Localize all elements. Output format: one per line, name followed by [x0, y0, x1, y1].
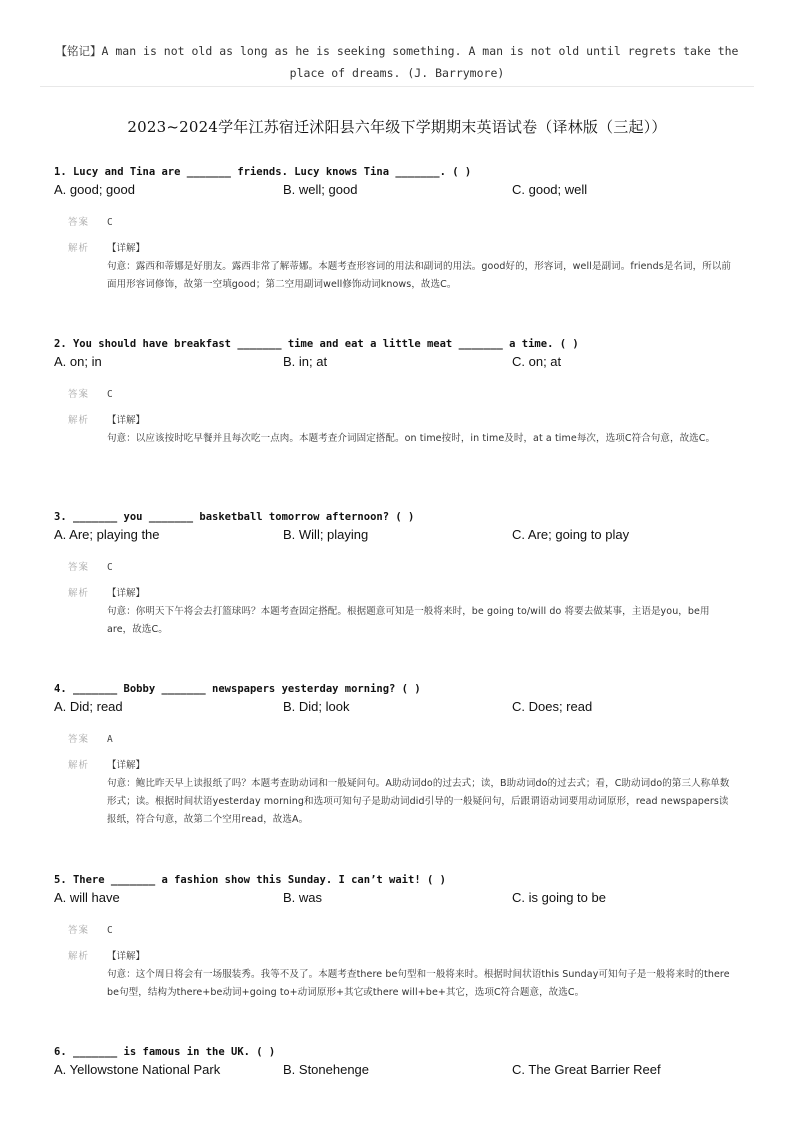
analysis-label: 解析 — [68, 415, 90, 426]
question-stem: 6. _______ is famous in the UK. ( ) — [54, 1046, 276, 1058]
header-divider — [40, 86, 754, 87]
page-title: 2023~2024学年江苏宿迁沭阳县六年级下学期期末英语试卷（译林版（三起）） — [127, 118, 667, 136]
option-a: A. on; in — [54, 354, 102, 369]
analysis-label: 解析 — [68, 588, 90, 599]
answer-row — [54, 733, 744, 747]
answer-value: C — [107, 217, 113, 228]
question-stem: 2. You should have breakfast _______ time and eat a little meat _______ a time. ( ) — [54, 338, 579, 350]
question-3 — [54, 507, 744, 639]
option-a: A. Did; read — [54, 699, 123, 714]
option-b: B. well; good — [283, 182, 358, 197]
answer-label: 答案 — [68, 217, 90, 228]
options-row — [54, 890, 744, 912]
option-b: B. was — [283, 890, 323, 905]
question-stem: 4. _______ Bobby _______ newspapers yesterday morning? ( ) — [54, 683, 421, 695]
answer-label: 答案 — [68, 389, 90, 400]
analysis-block — [54, 757, 744, 829]
option-b: B. Will; playing — [283, 527, 369, 542]
explanation-text: 句意：这个周日将会有一场服装秀。我等不及了。本题考查there be句型和一般将来时。根据时间状语this Sunday可知句子是一般将来时的there be句型，结构为there+be动词+going to+动词原形+其它或there will+be+其它，选项C符合题意，故选C。 — [107, 969, 730, 998]
detail-tag: 【详解】 — [107, 760, 146, 771]
option-a: A. Yellowstone National Park — [54, 1062, 221, 1077]
explanation-text: 句意：露西和蒂娜是好朋友。露西非常了解蒂娜。本题考查形容词的用法和副词的用法。good好的，形容词，well是副词。friends是名词，所以前面用形容词修饰，故第一空填good；第二空用副词well修饰动词knows，故选C。 — [107, 261, 732, 290]
option-b: B. in; at — [283, 354, 328, 369]
analysis-block — [54, 948, 744, 1002]
answer-row — [54, 216, 744, 230]
options-row — [54, 699, 744, 721]
option-c: C. The Great Barrier Reef — [512, 1062, 661, 1077]
option-c: C. on; at — [512, 354, 562, 369]
answer-value: C — [107, 562, 113, 573]
analysis-label: 解析 — [68, 243, 90, 254]
detail-tag: 【详解】 — [107, 588, 146, 599]
explanation-text: 句意：以应该按时吃早餐并且每次吃一点肉。本题考查介词固定搭配。on time按时，in time及时，at a time每次，选项C符合句意，故选C。 — [107, 433, 716, 444]
option-c: C. is going to be — [512, 890, 606, 905]
answer-row — [54, 561, 744, 575]
options-row — [54, 1062, 744, 1084]
option-b: B. Did; look — [283, 699, 350, 714]
options-row — [54, 354, 744, 376]
question-5 — [54, 870, 744, 1002]
question-6 — [54, 1042, 744, 1084]
question-stem: 5. There _______ a fashion show this Sunday. I can’t wait! ( ) — [54, 874, 446, 886]
explanation-text: 句意：你明天下午将会去打篮球吗？本题考查固定搭配。根据题意可知是一般将来时，be going to/will do 将要去做某事，主语是you，be用are，故选C。 — [107, 606, 710, 635]
option-a: A. good; good — [54, 182, 135, 197]
answer-value: C — [107, 925, 113, 936]
options-row — [54, 527, 744, 549]
option-b: B. Stonehenge — [283, 1062, 370, 1077]
question-4 — [54, 679, 744, 829]
answer-value: A — [107, 734, 113, 745]
question-stem: 3. _______ you _______ basketball tomorrow afternoon? ( ) — [54, 511, 415, 523]
option-c: C. Are; going to play — [512, 527, 630, 542]
question-2 — [54, 334, 744, 448]
answer-label: 答案 — [68, 734, 90, 745]
answer-label: 答案 — [68, 925, 90, 936]
motto-header: 【铭记】A man is not old as long as he is seeking something. A man is not old until regrets take the place of dreams. (J. Barrymore) — [55, 44, 739, 80]
analysis-label: 解析 — [68, 760, 90, 771]
analysis-block — [54, 585, 744, 639]
detail-tag: 【详解】 — [107, 415, 146, 426]
analysis-label: 解析 — [68, 951, 90, 962]
analysis-block — [54, 412, 744, 448]
explanation-text: 句意：鲍比昨天早上读报纸了吗？本题考查助动词和一般疑问句。A助动词do的过去式；读，B助动词do的过去式；看，C助动词do的第三人称单数形式；读。根据时间状语yesterday morning和选项可知句子是助动词did引导的一般疑问句，后跟谓语动词要用动词原形，read newspapers读报纸，符合句意，故第二个空用read，故选A。 — [107, 778, 730, 825]
analysis-block — [54, 240, 744, 294]
option-a: A. will have — [54, 890, 120, 905]
answer-value: C — [107, 389, 113, 400]
answer-row — [54, 388, 744, 402]
question-1 — [54, 162, 744, 294]
options-row — [54, 182, 744, 204]
detail-tag: 【详解】 — [107, 951, 146, 962]
detail-tag: 【详解】 — [107, 243, 146, 254]
option-c: C. good; well — [512, 182, 588, 197]
question-stem: 1. Lucy and Tina are _______ friends. Lucy knows Tina _______. ( ) — [54, 166, 472, 178]
answer-label: 答案 — [68, 562, 90, 573]
answer-row — [54, 924, 744, 938]
option-a: A. Are; playing the — [54, 527, 160, 542]
option-c: C. Does; read — [512, 699, 593, 714]
